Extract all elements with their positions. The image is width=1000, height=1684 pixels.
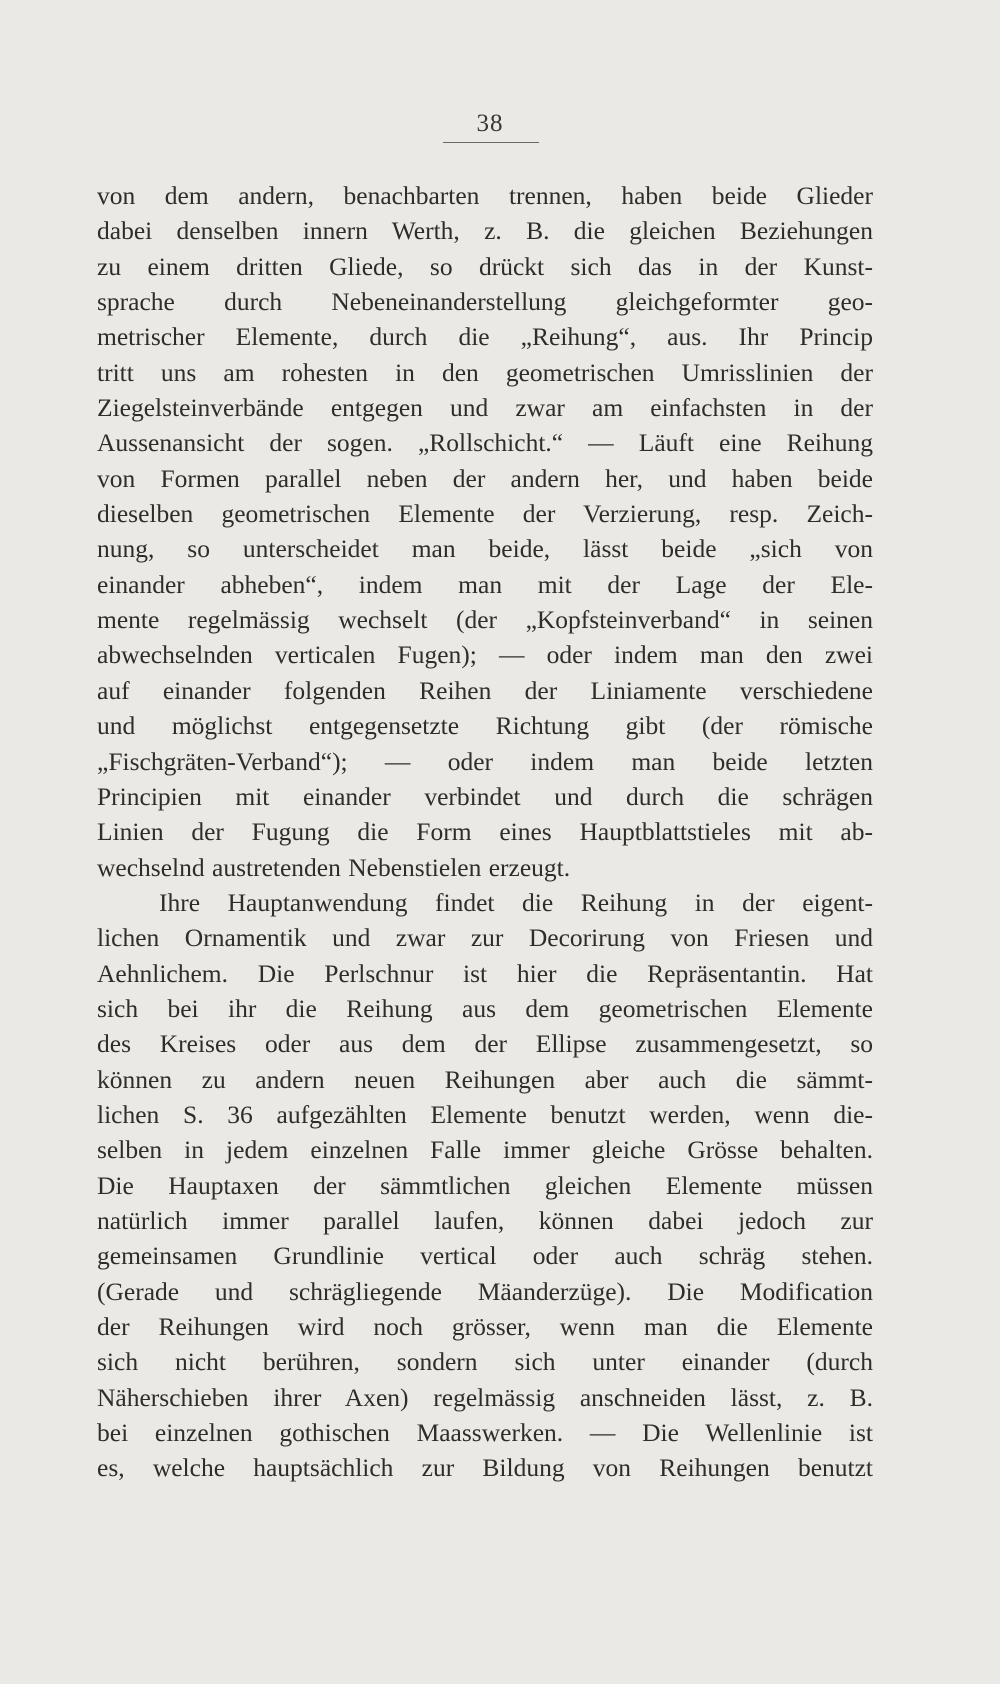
text-line: und möglichst entgegensetzte Richtung gibt (der römische (97, 711, 873, 741)
text-line: Aehnlichem. Die Perlschnur ist hier die Repräsentantin. Hat (97, 958, 873, 988)
text-line: tritt uns am rohesten in den geometrischen Umrisslinien der (97, 357, 873, 387)
text-line: „Fischgräten-Verband“); — oder indem man beide letzten (97, 746, 873, 776)
text-line: zu einem dritten Gliede, so drückt sich das in der Kunst- (97, 251, 873, 281)
text-line: sich nicht berühren, sondern sich unter einander (durch (97, 1347, 873, 1377)
text-line: Näherschieben ihrer Axen) regelmässig anschneiden lässt, z. B. (97, 1382, 873, 1412)
text-line: abwechselnden verticalen Fugen); — oder indem man den zwei (97, 640, 873, 670)
text-line: mente regelmässig wechselt (der „Kopfsteinverband“ in seinen (97, 605, 873, 635)
text-line: es, welche hauptsächlich zur Bildung von Reihungen benutzt (97, 1453, 873, 1483)
text-line: (Gerade und schrägliegende Mäanderzüge). Die Modification (97, 1276, 873, 1306)
text-line: des Kreises oder aus dem der Ellipse zusammengesetzt, so (97, 1029, 873, 1059)
text-line: einander abheben“, indem man mit der Lage der Ele- (97, 569, 873, 599)
text-line: Principien mit einander verbindet und durch die schrägen (97, 781, 873, 811)
text-line: metrischer Elemente, durch die „Reihung“, aus. Ihr Princip (97, 322, 873, 352)
text-line: gemeinsamen Grundlinie vertical oder auch schräg stehen. (97, 1241, 873, 1271)
text-line: können zu andern neuen Reihungen aber auch die sämmt- (97, 1064, 873, 1094)
text-line: Ihre Hauptanwendung findet die Reihung in der eigent- (159, 887, 873, 917)
text-line: von Formen parallel neben der andern her, und haben beide (97, 463, 873, 493)
text-line: bei einzelnen gothischen Maasswerken. — Die Wellenlinie ist (97, 1418, 873, 1448)
text-line: sprache durch Nebeneinanderstellung gleichgeformter geo- (97, 287, 873, 317)
text-line: lichen S. 36 aufgezählten Elemente benutzt werden, wenn die- (97, 1099, 873, 1129)
text-line: Aussenansicht der sogen. „Rollschicht.“ — Läuft eine Reihung (97, 428, 873, 458)
paragraph-1 (97, 178, 873, 885)
text-line: von dem andern, benachbarten trennen, haben beide Glieder (97, 181, 873, 210)
text-line: sich bei ihr die Reihung aus dem geometrischen Elemente (97, 993, 873, 1023)
text-line: Die Hauptaxen der sämmtlichen gleichen Elemente müssen (97, 1170, 873, 1200)
text-line: Ziegelsteinverbände entgegen und zwar am einfachsten in der (97, 393, 873, 423)
text-line: auf einander folgenden Reihen der Liniamente verschiedene (97, 675, 873, 705)
text-line: dabei denselben innern Werth, z. B. die gleichen Beziehungen (97, 216, 873, 246)
text-line: selben in jedem einzelnen Falle immer gleiche Grösse behalten. (97, 1135, 873, 1165)
text-line: der Reihungen wird noch grösser, wenn man die Elemente (97, 1312, 873, 1341)
page-number: 38 (476, 110, 504, 137)
body-text (97, 178, 873, 1486)
paragraph-2 (97, 885, 873, 1486)
text-line: nung, so unterscheidet man beide, lässt beide „sich von (97, 534, 873, 564)
text-line: dieselben geometrischen Elemente der Verzierung, resp. Zeich- (97, 499, 873, 529)
text-line: wechselnd austretenden Nebenstielen erzeugt. (97, 852, 571, 882)
text-line: Linien der Fugung die Form eines Hauptblattstieles mit ab- (97, 817, 873, 847)
text-line: natürlich immer parallel laufen, können dabei jedoch zur (97, 1205, 873, 1235)
page-number-rule (443, 142, 539, 143)
text-line: lichen Ornamentik und zwar zur Decorirung von Friesen und (97, 923, 873, 953)
